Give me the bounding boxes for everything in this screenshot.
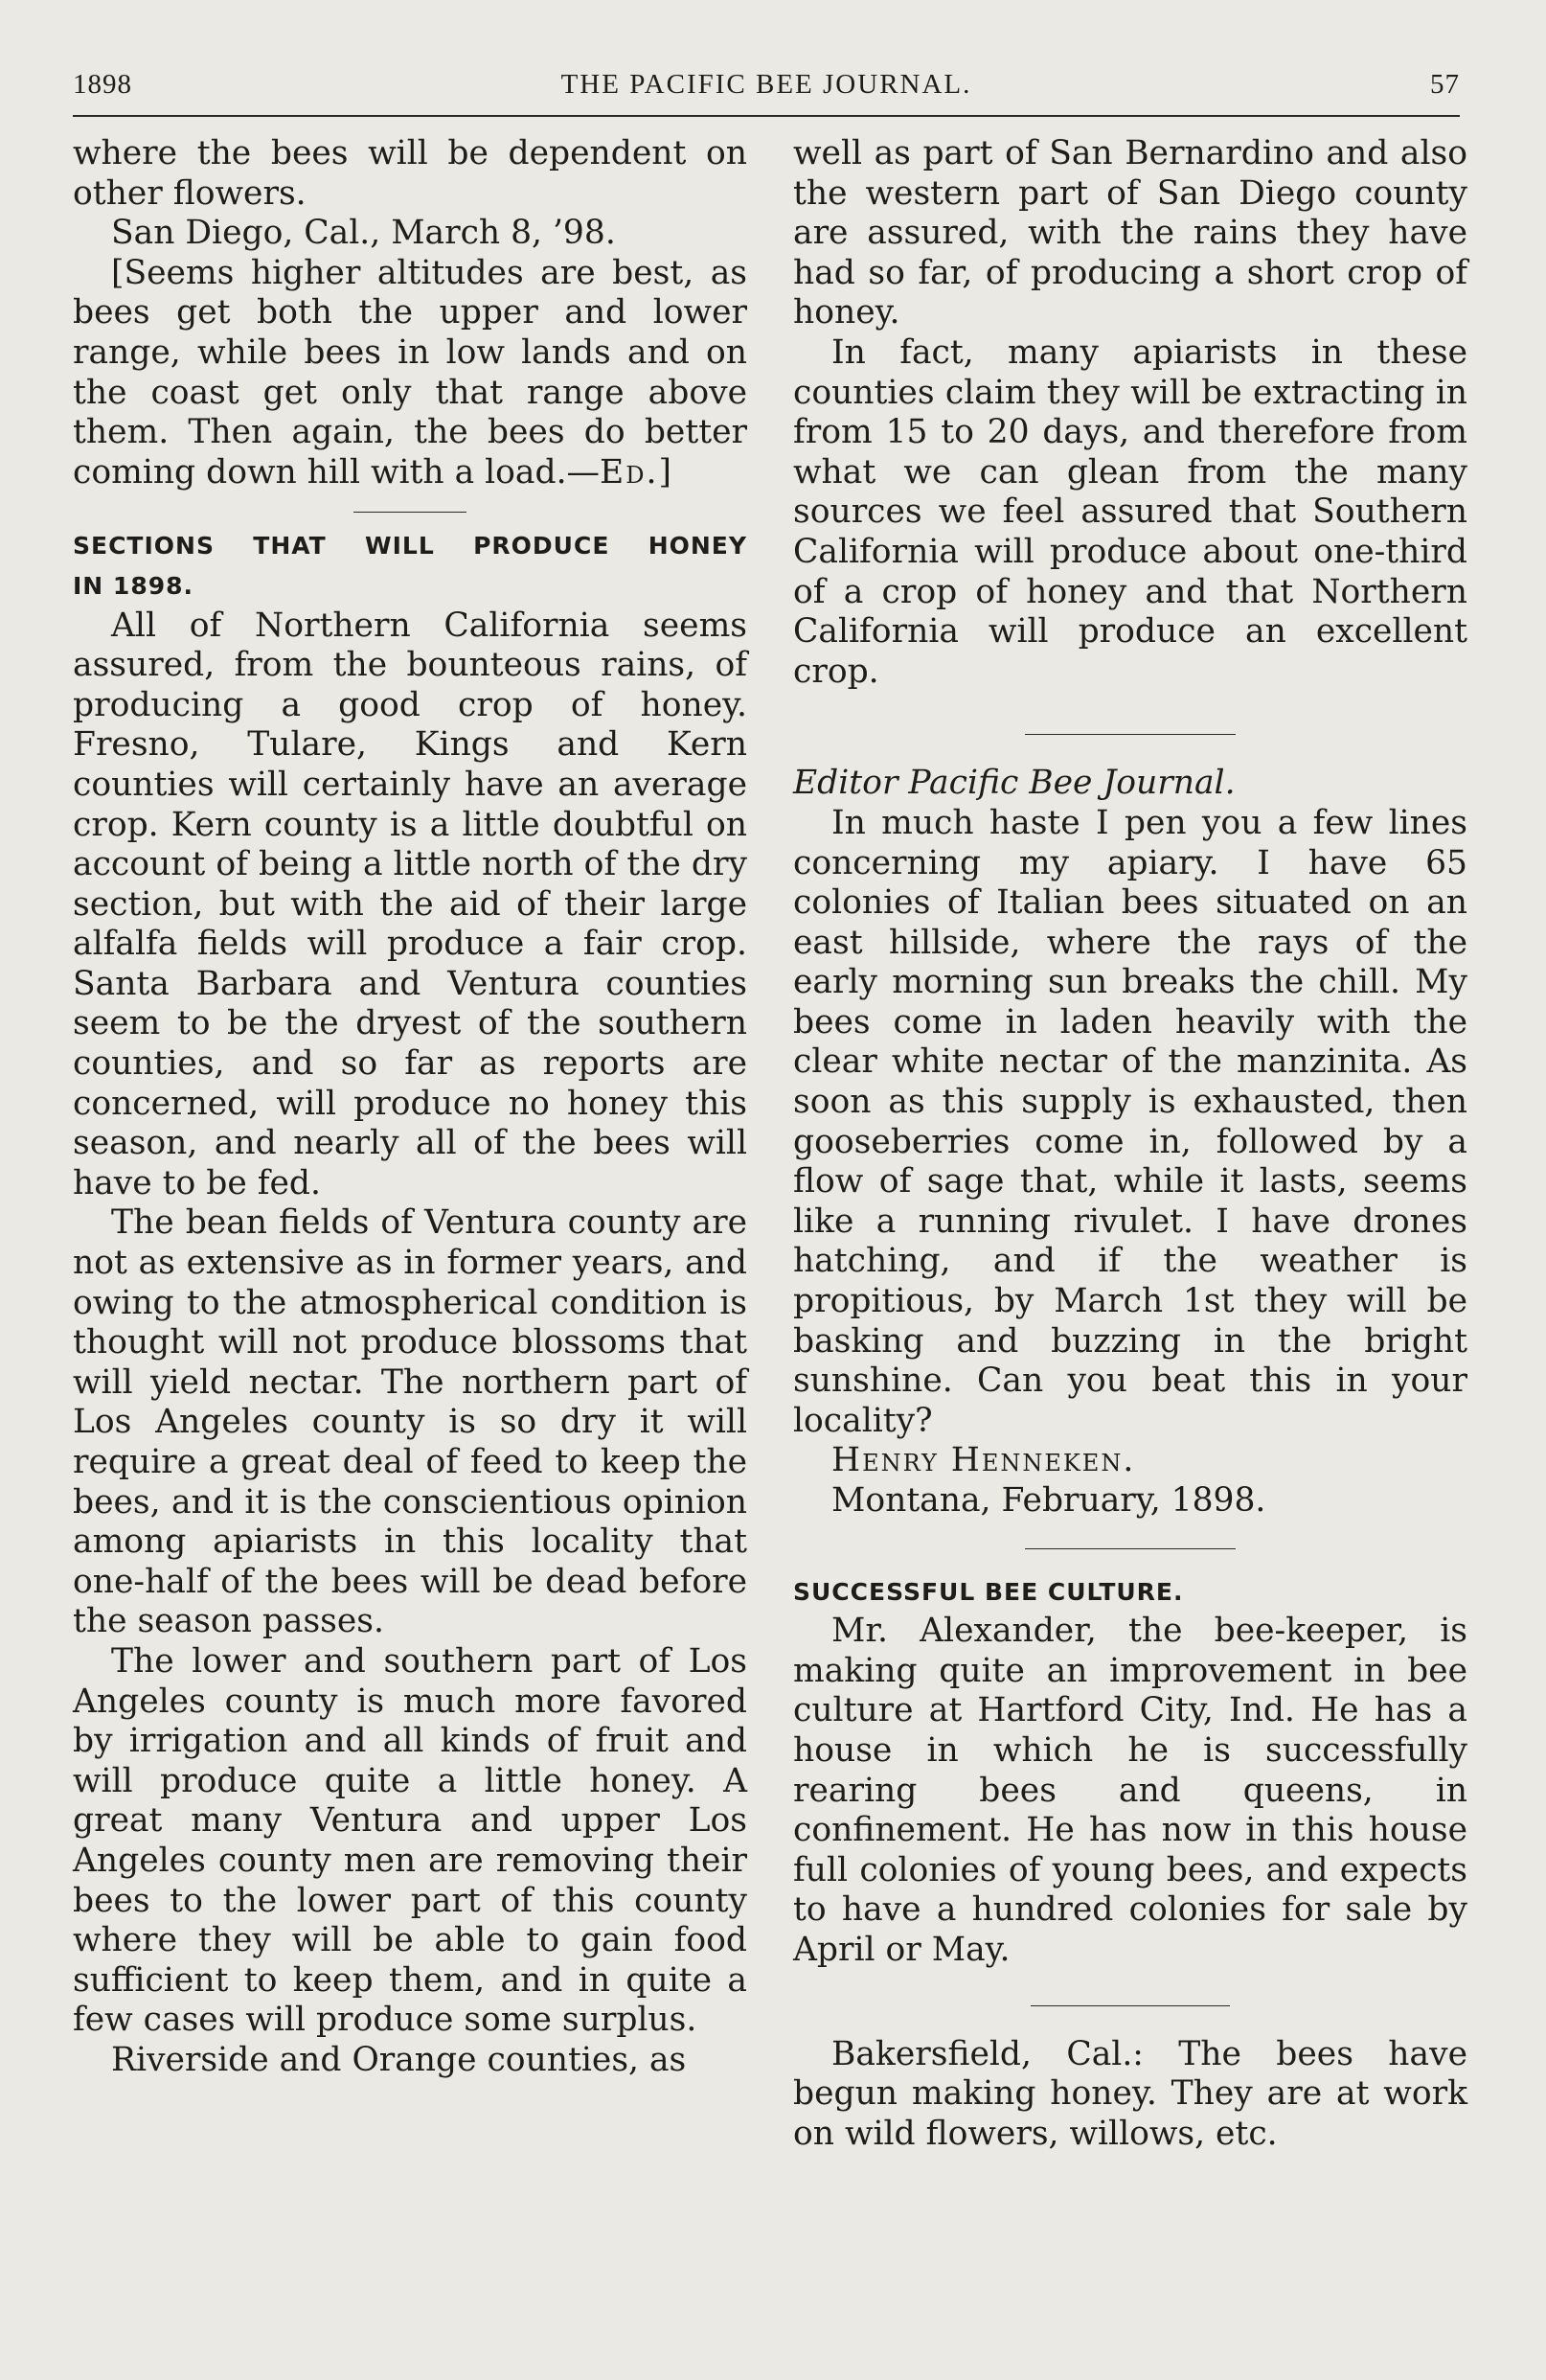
paragraph: Bakersfield, Cal.: The bees have begun making honey. They are at work on wild flowers, willows, etc. [793,2034,1467,2153]
section-divider [1031,2005,1230,2006]
section-heading: SUCCESSFUL BEE CULTURE. [793,1577,1184,1606]
header-year: 1898 [73,69,132,100]
page-number: 57 [1430,69,1460,100]
journal-title: THE PACIFIC BEE JOURNAL. [560,69,972,100]
paragraph: The bean fields of Ventura county are not as extensive as in former years, and owing to the atmospherical condition is thought will not produce blossoms that will yield nectar. The northern part of Los Angeles county is so dry it will require a great deal of feed to keep the bees, and it is the conscientious opinion among apiarists in this locality that one-half of the bees will be dead before the season passes. [73,1203,747,1641]
paragraph: In fact, many apiarists in these counties claim they will be extracting in from 15 to 20 days, and therefore from what we can glean from the many sources we feel assured that Southern California will produce about one-third of a crop of honey and that Northern California will produce an excellent crop. [793,332,1467,691]
letter-salutation: Editor Pacific Bee Journal. [793,764,1236,803]
left-column [73,134,747,2081]
section-heading: SECTIONS THAT WILL PRODUCE HONEY [73,532,747,561]
paragraph: well as part of San Bernardino and also the western part of San Diego county are assured, with the rains they have had so far, of producing a short crop of honey. [793,134,1467,332]
paragraph: The lower and southern part of Los Angeles county is much more favored by irrigation and all kinds of fruit and will produce quite a little honey. A great many Ventura and upper Los Angeles county men are removing their bees to the lower part of this county where they will be able to gain food sufficient to keep them, and in quite a few cases will produce some surplus. [73,1641,747,2040]
editor-note-text: [Seems higher altitudes are best, as bees get both the upper and lower range, while bees in low lands and on the coast get only that range above them. Then again, the bees do better coming down hill with a load.— [73,253,747,492]
dateline: Montana, February, 1898. [831,1481,1266,1520]
header-rule [73,115,1460,117]
letter-signature: Henry Henneken. [831,1441,1136,1480]
paragraph: Mr. Alexander, the bee-keeper, is making quite an improvement in bee culture at Hartford City, Ind. He has a house in which he is successfully rearing bees and queens, in confinement. He has now in this house full colonies of young bees, and expects to have a hundred colonies for sale by April or May. [793,1612,1467,1969]
dateline: San Diego, Cal., March 8, ’98. [111,214,616,253]
editor-note-close: ] [658,452,671,492]
right-column [793,134,1467,2154]
section-heading-line2: IN 1898. [73,571,194,600]
editor-signature: Ed. [600,452,659,492]
paragraph: All of Northern California seems assured, from the bounteous rains, of producing a good crop of honey. Fresno, Tulare, Kings and Kern counties will certainly have an average crop. Kern county is a little doubtful on account of being a little north of the dry section, but with the aid of their large alfalfa fields will produce a fair crop. Santa Barbara and Ventura counties seem to be the dryest of the southern counties, and so far as reports are concerned, will produce no honey this season, and nearly all of the bees will have to be fed. [73,606,747,1202]
paragraph: Riverside and Orange counties, as [111,2040,687,2079]
paragraph: In much haste I pen you a few lines concerning my apiary. I have 65 colonies of Italian bees situated on an east hillside, where the rays of the early morning sun breaks the chill. My bees come in laden heavily with the clear white nectar of the manzinita. As soon as this supply is exhausted, then gooseberries come in, followed by a flow of sage that, while it lasts, seems like a running rivulet. I have drones hatching, and if the weather is propitious, by March 1st they will be basking and buzzing in the bright sunshine. Can you beat this in your locality? [793,803,1467,1440]
editor-note [73,254,747,493]
page-header [73,69,1460,111]
section-divider [1025,1548,1236,1549]
paragraph: where the bees will be dependent on other flowers. [73,134,747,213]
section-divider [353,512,466,513]
section-divider [1025,734,1236,735]
